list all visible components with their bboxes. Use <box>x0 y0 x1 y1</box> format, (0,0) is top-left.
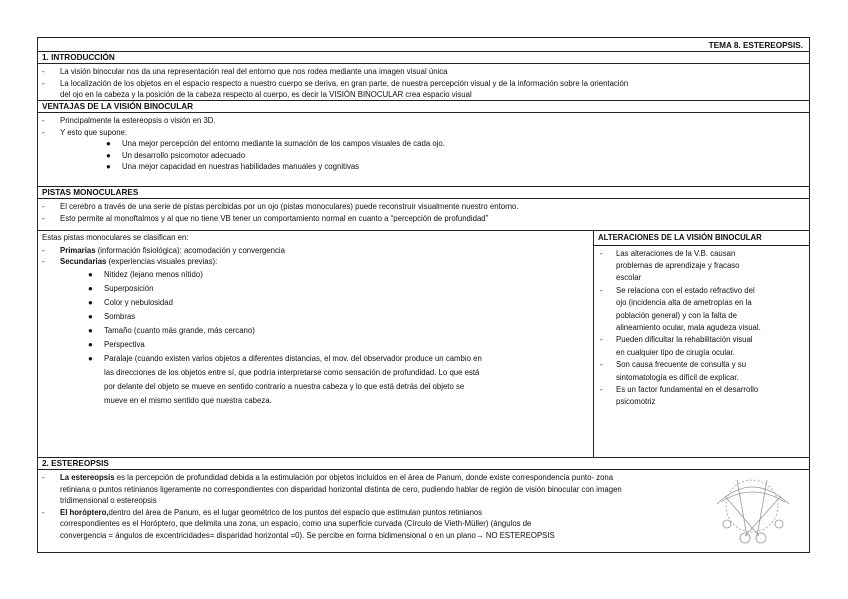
clasificacion-intro: Estas pistas monoculares se clasifican en: <box>42 233 189 242</box>
pista-bullet: ● Color y nebulosidad <box>88 297 173 307</box>
ventajas-bullet: ● Una mejor percepción del entorno mediante la sumación de los campos visuales de cada ojo. <box>106 139 445 148</box>
intro-item-cont: del ojo en la cabeza y la posición de la cabeza respecto al cuerpo, es decir la VISIÓN BINOCULAR crea espacio visual <box>60 90 472 99</box>
horopter-sketch-icon <box>707 466 797 550</box>
secundarias-item: - Secundarias (experiencias visuales previas): <box>42 257 218 266</box>
alteraciones-heading: ALTERACIONES DE LA VISIÓN BINOCULAR <box>594 231 809 246</box>
pista-bullet: ● Superposición <box>88 283 154 293</box>
pistas-section <box>38 199 809 231</box>
clasificacion-row <box>38 231 809 458</box>
horoptero-paragraph-cont: correspondientes es el Horóptero, que delimita una zona, un espacio, como una superficie curvada (Círculo de Vieth-Müller) (ángulos de <box>60 519 532 528</box>
intro-section <box>38 64 809 101</box>
ventajas-bullet: ● Una mejor capacidad en nuestras habilidades manuales y cognitivas <box>106 162 360 171</box>
document-title: TEMA 8. ESTEREOPSIS. <box>38 38 809 52</box>
ventajas-line: - Principalmente la estereopsis o visión en 3D. <box>42 116 216 125</box>
pista-bullet: ● Sombras <box>88 311 136 321</box>
intro-heading: 1. INTRODUCCIÓN <box>38 52 809 64</box>
pista-bullet: ● Nitidez (lejano menos nítido) <box>88 269 203 279</box>
pista-bullet: ● Tamaño (cuanto más grande, más cercano) <box>88 325 255 335</box>
paralaje-bullet: ● Paralaje (cuando existen varios objetos a diferentes distancias, el mov. del observador produce un cambio en las direcciones de los objetos entre sí, que podría interpretarse como sensación de profundidad. Lo que está por delante del objeto se mueve en sentido contrario a nuestra cabeza y lo que está detrás del objeto se mueve en el mismo sentido que nuestra cabeza. <box>88 353 482 405</box>
pistas-item: - Esto permite al monoftalmos y al que no tiene VB tener un comportamiento normal en cuanto a “percepción de profundidad” <box>42 213 489 223</box>
horoptero-paragraph-cont: convergencia = ángulos de excentricidades= disparidad horizontal =0). Se percibe en forma bidimensional o en un plano→ NO ESTEREOPSIS <box>60 530 555 540</box>
estereopsis-paragraph: - La estereopsis es la percepción de profundidad debida a la estimulación por objetos incluidos en el área de Panum, donde existe correspondencia punto- zona <box>42 473 614 482</box>
intro-item: - La visión binocular nos da una representación real del entorno que nos rodea mediante una imagen visual única <box>42 67 448 76</box>
alteraciones-item: - Pueden dificultar la rehabilitación visual en cualquier tipo de cirugía ocular. <box>600 335 753 357</box>
ventajas-section <box>38 113 809 187</box>
document-table <box>37 37 810 553</box>
pistas-item: - El cerebro a través de una serie de pistas percibidas por un ojo (pistas monoculares) puede reconstruir visualmente nuestro entorno. <box>42 202 519 211</box>
clasificacion-column <box>38 231 594 457</box>
pista-bullet: ● Perspectiva <box>88 339 145 349</box>
ventajas-line: - Y esto que supone: <box>42 127 128 137</box>
pistas-heading: PISTAS MONOCULARES <box>38 187 809 199</box>
alteraciones-item: - Se relaciona con el estado refractivo del ojo (incidencia alta de ametropías en la población general) y con la falta de alineamiento ocular, mala agudeza visual. <box>600 285 761 332</box>
horoptero-paragraph: - El horóptero,dentro del área de Panum, es el lugar geométrico de los puntos del espacio que estimulan puntos retinianos <box>42 507 483 517</box>
estereopsis-paragraph-cont: retiniana o puntos retinianos ligeramente no correspondientes con disparidad horizontal distinta de cero, pudiendo hablar de región de visión binocular con imagen <box>60 484 622 494</box>
intro-item: - La localización de los objetos en el espacio respecto a nuestro cuerpo se deriva, en gran parte, de nuestra percepción visual y de la información sobre la orientación <box>42 78 629 88</box>
estereopsis-paragraph-cont: tridimensional o estereopsis <box>60 496 157 505</box>
alteraciones-item: - Es un factor fundamental en el desarrollo psicomotriz <box>600 384 759 407</box>
estereopsis-heading: 2. ESTEREOPSIS <box>38 458 809 470</box>
alteraciones-item: - Son causa frecuente de consulta y su sintomatología es difícil de explicar. <box>600 360 747 382</box>
ventajas-heading: VENTAJAS DE LA VISIÓN BINOCULAR <box>38 101 809 113</box>
estereopsis-section <box>38 470 809 552</box>
alteraciones-item: - Las alteraciones de la V.B. causan problemas de aprendizaje y fracaso escolar <box>600 248 740 283</box>
primarias-item: - Primarias (información fisiológica): acomodación y convergencia <box>42 245 285 255</box>
alteraciones-column <box>594 231 809 457</box>
ventajas-bullet: ● Un desarrollo psicomotor adecuado <box>106 150 246 160</box>
